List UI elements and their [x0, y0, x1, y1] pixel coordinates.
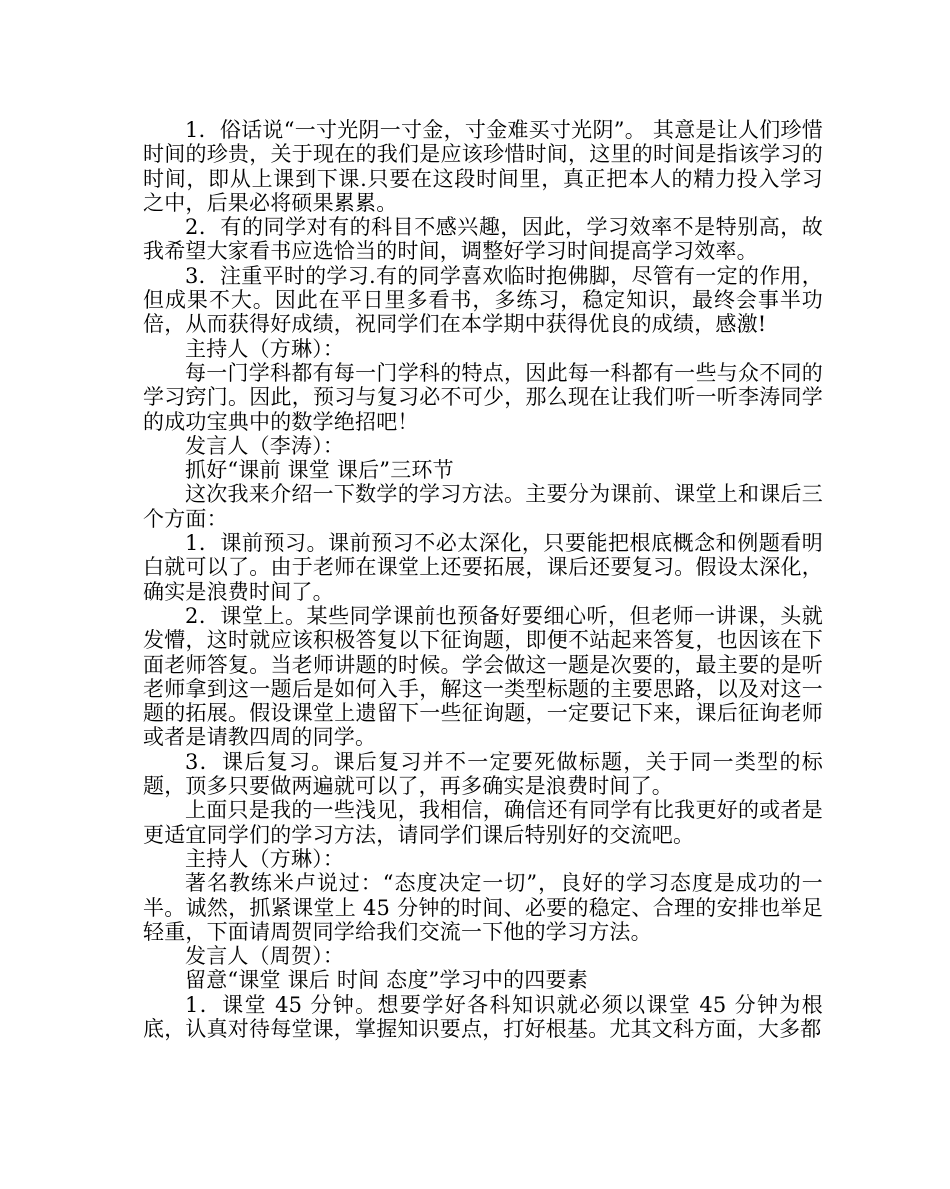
paragraph-host-attitude: 著名教练米卢说过：“态度决定一切”，良好的学习态度是成功的一半。诚然，抓紧课堂上 45 分钟的时间、必要的稳定、合理的安排也举足轻重，下面请周贺同学给我们交流一下他的学习方法。 [143, 871, 823, 944]
paragraph-closing-li-tao: 上面只是我的一些浅见，我相信，确信还有同学有比我更好的或者是更适宜同学们的学习方法，请同学们课后特别好的交流吧。 [143, 798, 823, 847]
paragraph-in-class: 2．课堂上。某些同学课前也预备好要细心听，但老师一讲课，头就发懵，这时就应该积极答复以下征询题，即便不站起来答复，也因该在下面老师答复。当老师讲题的时候。学会做这一题是次要的，最主要的是听老师拿到这一题后是如何入手，解这一类型标题的主要思路，以及对这一题的拓展。假设课堂上遗留下一些征询题，一定要记下来，课后征询老师或者是请教四周的同学。 [143, 603, 823, 750]
paragraph-host-intro: 每一门学科都有每一门学科的特点，因此每一科都有一些与众不同的学习窍门。因此，预习与复习必不可少，那么现在让我们听一听李涛同学的成功宝典中的数学绝招吧！ [143, 360, 823, 434]
speaker-label-host-2: 主持人（方琳）： [185, 846, 345, 871]
paragraph-preview: 1．课前预习。课前预习不必太深化，只要能把根底概念和例题看明白就可以了。由于老师在课堂上还要拓展，课后还要复习。假设太深化，确实是浪费时间了。 [143, 531, 823, 604]
document-body [143, 118, 823, 1041]
speaker-label-host: 主持人（方琳）： [185, 336, 345, 361]
paragraph-review: 3．课后复习。课后复习并不一定要死做标题，关于同一类型的标题，顶多只要做两遍就可以了，再多确实是浪费时间了。 [143, 749, 823, 799]
paragraph-class-45-min: 1．课堂 45 分钟。想要学好各科知识就必须以课堂 45 分钟为根底，认真对待每堂课，掌握知识要点，打好根基。尤其文科方面，大多都 [143, 992, 823, 1041]
section-heading-four-elements: 留意“课堂 课后 时间 态度”学习中的四要素 [185, 968, 588, 993]
paragraph-3: 3．注重平时的学习.有的同学喜欢临时抱佛脚，尽管有一定的作用，但成果不大。因此在平日里多看书，多练习，稳定知识，最终会事半功倍，从而获得好成绩，祝同学们在本学期中获得优良的成绩，感激! [143, 263, 823, 337]
speaker-label-zhou-he: 发言人（周贺）： [185, 944, 345, 969]
paragraph-math-intro: 这次我来介绍一下数学的学习方法。主要分为课前、课堂上和课后三个方面： [143, 482, 823, 531]
paragraph-2: 2．有的同学对有的科目不感兴趣，因此，学习效率不是特别高，故我希望大家看书应选恰当的时间，调整好学习时间提高学习效率。 [143, 215, 823, 264]
section-heading-three-links: 抓好“课前 课堂 课后”三环节 [185, 458, 454, 483]
paragraph-1: 1．俗话说“一寸光阴一寸金，寸金难买寸光阴”。 其意是让人们珍惜时间的珍贵，关于现在的我们是应该珍惜时间，这里的时间是指该学习的时间，即从上课到下课.只要在这段时间里，真正把本人的精力投入学习之中，后果必将硕果累累。 [143, 118, 823, 215]
speaker-label-li-tao: 发言人（李涛）： [185, 433, 345, 458]
